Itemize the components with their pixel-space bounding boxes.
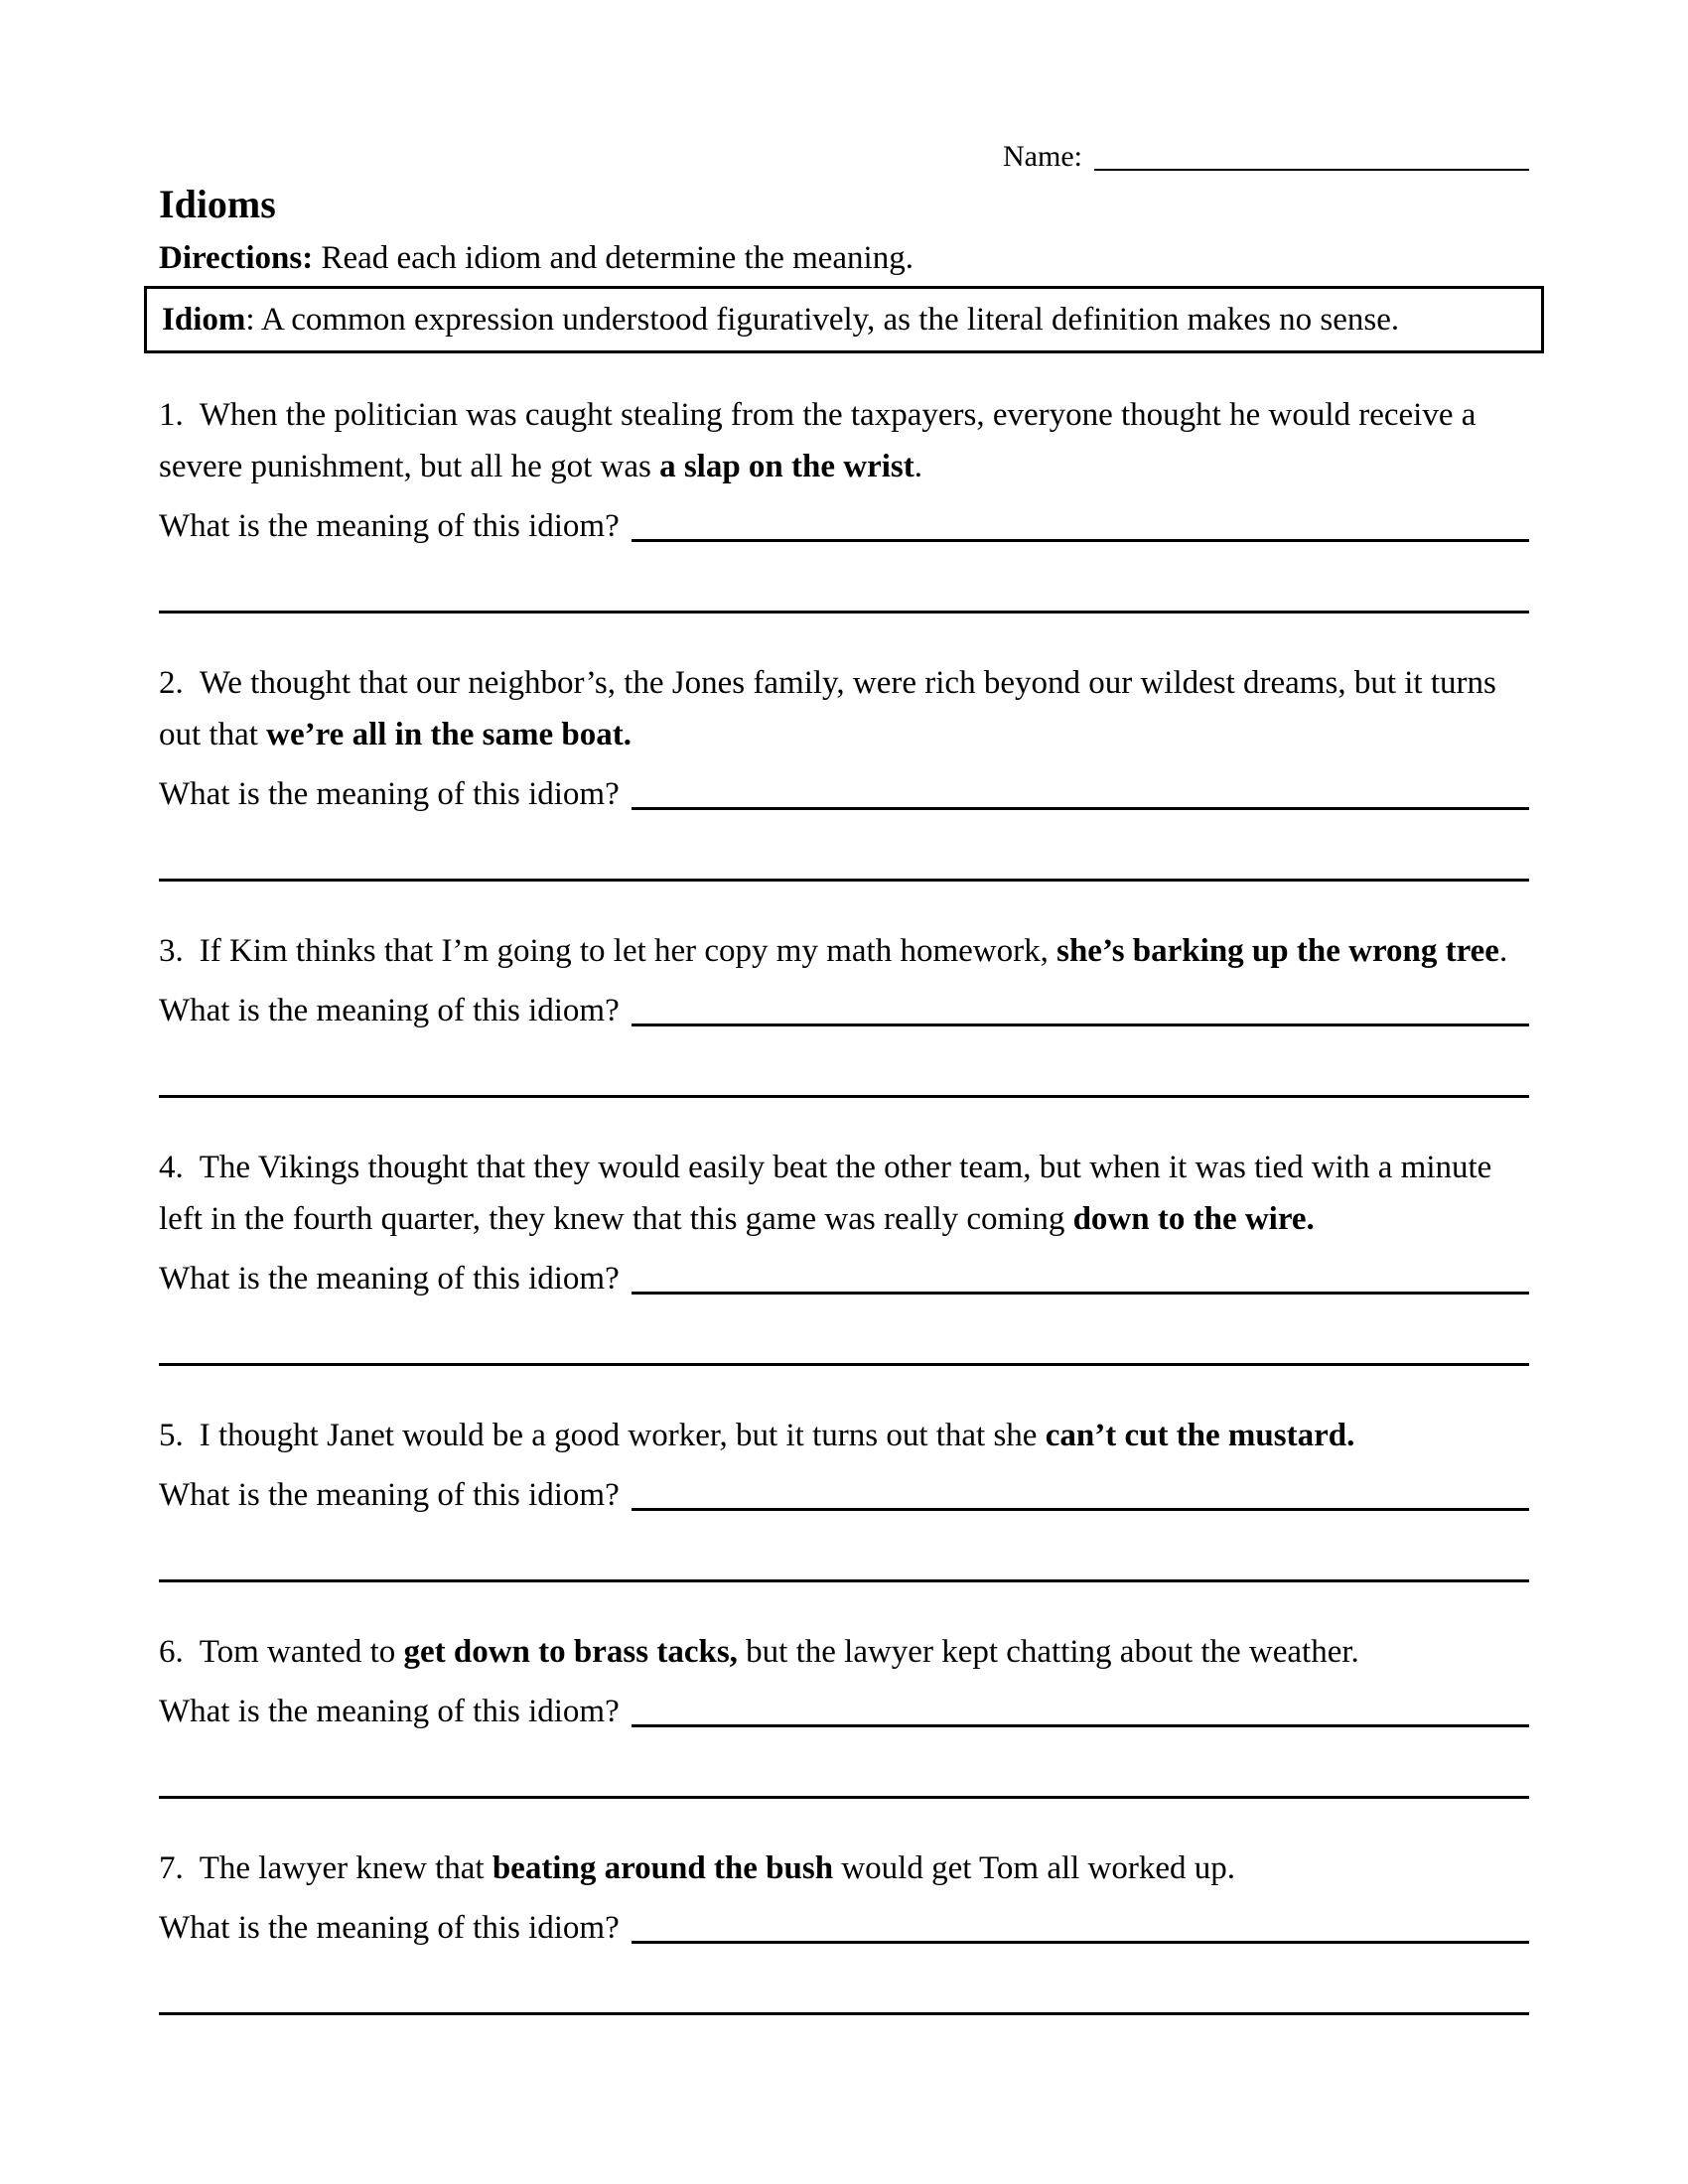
answer-continuation-line[interactable] (159, 610, 1529, 614)
meaning-fill-in-line[interactable] (632, 806, 1529, 810)
idiom-phrase: a slap on the wrist (659, 449, 914, 484)
directions (159, 236, 1529, 280)
meaning-fill-in-line[interactable] (632, 1723, 1529, 1727)
question-post-text: . (1498, 933, 1508, 969)
idiom-phrase: beating around the bush (492, 1850, 834, 1886)
question-text (159, 1142, 1529, 1245)
question-pre-text: If Kim thinks that I’m going to let her copy my math homework, (199, 933, 1057, 969)
name-fill-in-line[interactable] (1094, 168, 1529, 171)
question-block (159, 389, 1529, 614)
meaning-prompt-row (159, 1471, 1529, 1519)
question-pre-text: The Vikings thought that they would easily beat the other team, but when it was tied with a minute left in the fourth quarter, they knew that this game was really coming (159, 1150, 1492, 1237)
question-post-text: . (914, 449, 922, 484)
answer-continuation-line[interactable] (159, 1094, 1529, 1098)
meaning-prompt-row (159, 1688, 1529, 1735)
idiom-phrase: down to the wire. (1072, 1201, 1315, 1237)
definition-label: Idiom (162, 302, 246, 338)
definition-box (144, 286, 1544, 353)
name-row (1003, 137, 1529, 177)
question-text (159, 657, 1529, 760)
question-post-text: would get Tom all worked up. (833, 1850, 1236, 1886)
question-block (159, 1410, 1529, 1582)
question-block (159, 1626, 1529, 1799)
meaning-prompt: What is the meaning of this idiom? (159, 1694, 620, 1729)
meaning-prompt-row (159, 770, 1529, 818)
directions-text: Read each idiom and determine the meaning. (313, 240, 914, 276)
question-pre-text: Tom wanted to (199, 1634, 404, 1670)
name-label: Name: (1003, 140, 1082, 173)
meaning-prompt-row (159, 502, 1529, 550)
question-pre-text: The lawyer knew that (199, 1850, 492, 1886)
question-block (159, 1142, 1529, 1366)
directions-label: Directions: (159, 240, 314, 276)
meaning-prompt: What is the meaning of this idiom? (159, 1477, 620, 1513)
question-text (159, 925, 1529, 977)
question-pre-text: We thought that our neighbor’s, the Jones family, were rich beyond our wildest dreams, but it turns out that (159, 665, 1496, 752)
meaning-prompt: What is the meaning of this idiom? (159, 993, 620, 1028)
question-post-text: but the lawyer kept chatting about the weather. (737, 1634, 1359, 1670)
question-text (159, 1843, 1529, 1894)
answer-continuation-line[interactable] (159, 1362, 1529, 1366)
definition-text: : A common expression understood figuratively, as the literal definition makes no sense. (245, 302, 1400, 338)
meaning-fill-in-line[interactable] (632, 538, 1529, 542)
meaning-prompt: What is the meaning of this idiom? (159, 1910, 620, 1946)
question-block (159, 925, 1529, 1098)
meaning-prompt-row (159, 1255, 1529, 1302)
question-number: 1. (159, 397, 184, 433)
meaning-fill-in-line[interactable] (632, 1940, 1529, 1944)
question-text (159, 1626, 1529, 1678)
meaning-prompt: What is the meaning of this idiom? (159, 508, 620, 544)
idiom-phrase: we’re all in the same boat. (266, 717, 632, 752)
meaning-fill-in-line[interactable] (632, 1023, 1529, 1026)
question-text (159, 1410, 1529, 1461)
answer-continuation-line[interactable] (159, 1795, 1529, 1799)
question-number: 4. (159, 1150, 184, 1185)
question-number: 3. (159, 933, 184, 969)
question-number: 7. (159, 1850, 184, 1886)
answer-continuation-line[interactable] (159, 2011, 1529, 2015)
meaning-fill-in-line[interactable] (632, 1291, 1529, 1295)
idiom-phrase: get down to brass tacks, (403, 1634, 738, 1670)
idiom-phrase: she’s barking up the wrong tree (1056, 933, 1499, 969)
answer-continuation-line[interactable] (159, 878, 1529, 882)
page-title: Idioms (159, 182, 276, 226)
meaning-prompt-row (159, 987, 1529, 1034)
answer-continuation-line[interactable] (159, 1578, 1529, 1582)
meaning-prompt: What is the meaning of this idiom? (159, 776, 620, 812)
question-block (159, 657, 1529, 882)
meaning-prompt: What is the meaning of this idiom? (159, 1261, 620, 1297)
question-pre-text: When the politician was caught stealing from the taxpayers, everyone thought he would receive a severe punishment, but all he got was (159, 397, 1477, 484)
question-pre-text: I thought Janet would be a good worker, but it turns out that she (199, 1418, 1046, 1453)
question-text (159, 389, 1529, 492)
question-number: 2. (159, 665, 184, 701)
question-block (159, 1843, 1529, 2015)
meaning-prompt-row (159, 1904, 1529, 1952)
meaning-fill-in-line[interactable] (632, 1507, 1529, 1511)
question-number: 5. (159, 1418, 184, 1453)
question-number: 6. (159, 1634, 184, 1670)
idiom-phrase: can’t cut the mustard. (1045, 1418, 1355, 1453)
